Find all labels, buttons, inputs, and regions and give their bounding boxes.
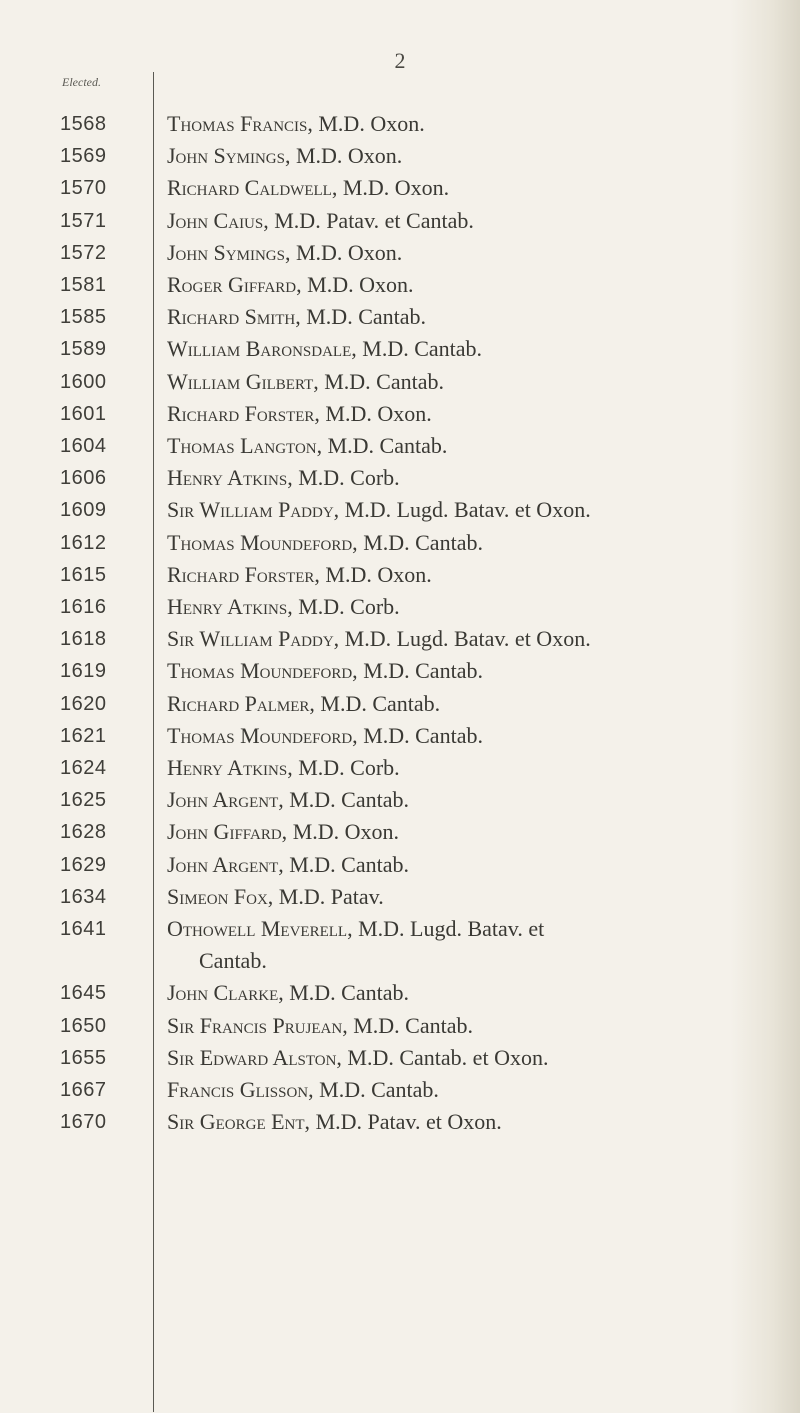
degree-text: M.D. Oxon.: [319, 400, 432, 426]
degree-text: M.D. Cantab.: [300, 304, 427, 330]
president-entry: [167, 1010, 782, 1042]
degree-text: M.D. Oxon.: [301, 272, 414, 298]
list-item: [0, 1042, 800, 1074]
degree-text: M.D. Oxon.: [290, 239, 403, 265]
list-item: [0, 430, 800, 462]
year-elected: 1601: [60, 402, 107, 425]
president-name: Sir Francis Prujean,: [167, 1012, 348, 1038]
column-header-elected: Elected.: [62, 75, 101, 89]
year-elected: 1604: [60, 435, 107, 458]
degree-text: M.D. Oxon.: [287, 819, 400, 845]
president-name: Thomas Moundeford,: [167, 658, 358, 684]
list-item: [0, 1010, 800, 1042]
president-name: John Symings,: [167, 239, 291, 265]
president-entry: [167, 559, 782, 591]
year-elected: 1625: [60, 789, 107, 812]
president-entry: [167, 172, 782, 204]
president-name: Thomas Moundeford,: [167, 529, 358, 555]
list-item: [0, 559, 800, 591]
year-elected: 1618: [60, 628, 107, 651]
degree-text: M.D. Cantab.: [283, 787, 409, 813]
degree-text: M.D. Patav. et Cantab.: [268, 207, 474, 233]
president-entry: [167, 205, 782, 237]
list-item: [0, 172, 800, 204]
list-item: [0, 140, 800, 172]
list-item: [0, 655, 800, 687]
year-elected: 1570: [60, 177, 107, 200]
list-item: [0, 301, 800, 333]
list-item: [0, 977, 800, 1009]
degree-text: M.D. Oxon.: [319, 561, 432, 587]
degree-continuation: Cantab.: [199, 948, 267, 974]
year-elected: 1620: [60, 692, 107, 715]
year-elected: 1615: [60, 563, 107, 586]
president-name: Richard Caldwell,: [167, 175, 338, 201]
year-elected: 1641: [60, 918, 107, 941]
list-item: [0, 494, 800, 526]
year-elected: 1568: [60, 113, 107, 135]
president-name: John Argent,: [167, 787, 284, 813]
degree-text: M.D. Corb.: [292, 755, 400, 781]
president-entry: [167, 237, 782, 269]
president-entry: [167, 430, 782, 462]
list-item: [0, 269, 800, 301]
president-entry: [167, 1042, 782, 1074]
president-name: William Baronsdale,: [167, 336, 357, 362]
president-name: Sir William Paddy,: [167, 626, 340, 652]
president-name: John Argent,: [167, 851, 284, 877]
degree-text: M.D. Cantab.: [356, 336, 483, 362]
list-item: [0, 462, 800, 494]
degree-text: M.D. Cantab.: [318, 368, 444, 394]
list-item: [0, 237, 800, 269]
president-entry: [167, 752, 782, 784]
year-elected: 1571: [60, 209, 107, 232]
president-entry: [167, 816, 782, 848]
president-entry: [167, 1106, 782, 1138]
president-name: John Clarke,: [167, 980, 284, 1006]
president-entry: [167, 108, 782, 140]
list-item: [0, 398, 800, 430]
degree-text: M.D. Cantab.: [347, 1012, 473, 1038]
list-item: [0, 623, 800, 655]
degree-text: M.D. Cantab.: [357, 658, 483, 684]
president-entry: [167, 140, 782, 172]
page-number: 2: [394, 48, 406, 73]
president-name: Richard Palmer,: [167, 690, 315, 716]
degree-text: M.D. Cantab.: [357, 722, 483, 748]
president-name: Sir Edward Alston,: [167, 1044, 342, 1070]
president-name: Sir William Paddy,: [167, 497, 340, 523]
year-elected: 1624: [60, 757, 107, 780]
list-item: [0, 1106, 800, 1138]
president-entry: [167, 398, 782, 430]
degree-text: M.D. Oxon.: [337, 175, 450, 201]
list-item: [0, 366, 800, 398]
list-item: [0, 881, 800, 913]
year-elected: 1612: [60, 531, 107, 554]
president-name: William Gilbert,: [167, 368, 319, 394]
president-entry: [167, 720, 782, 752]
degree-text: M.D. Cantab. et Oxon.: [341, 1044, 549, 1070]
degree-text: M.D. Cantab.: [357, 529, 483, 555]
degree-text: M.D. Cantab.: [313, 1077, 439, 1103]
president-name: Francis Glisson,: [167, 1077, 314, 1103]
year-elected: 1585: [60, 306, 107, 329]
president-entry: [167, 269, 782, 301]
president-name: John Caius,: [167, 207, 269, 233]
list-item: [0, 720, 800, 752]
year-elected: 1589: [60, 338, 107, 361]
degree-text: M.D. Oxon.: [290, 143, 403, 169]
list-item: [0, 1074, 800, 1106]
year-elected: 1645: [60, 982, 107, 1005]
president-entry: [167, 849, 782, 881]
year-elected: 1606: [60, 467, 107, 490]
president-name: Richard Forster,: [167, 400, 320, 426]
year-elected: 1569: [60, 145, 107, 168]
president-name: Thomas Francis,: [167, 111, 313, 136]
president-list: [0, 108, 800, 1139]
list-item: [0, 108, 800, 140]
president-name: John Giffard,: [167, 819, 288, 845]
president-name: John Symings,: [167, 143, 291, 169]
list-item: [0, 333, 800, 365]
president-entry: [167, 366, 782, 398]
year-elected: 1609: [60, 499, 107, 522]
president-entry: [167, 333, 782, 365]
president-entry: [167, 623, 782, 655]
year-elected: 1628: [60, 821, 107, 844]
degree-text: M.D. Lugd. Batav. et Oxon.: [339, 626, 591, 652]
year-elected: 1600: [60, 370, 107, 393]
president-name: Othowell Meverell,: [167, 916, 353, 942]
president-entry: [167, 591, 782, 623]
list-item: [0, 752, 800, 784]
president-name: Henry Atkins,: [167, 465, 293, 491]
president-name: Henry Atkins,: [167, 594, 293, 620]
year-elected: 1621: [60, 724, 107, 747]
degree-text: M.D. Lugd. Batav. et: [352, 916, 545, 942]
year-elected: 1616: [60, 596, 107, 619]
year-elected: 1655: [60, 1046, 107, 1069]
president-entry: [167, 1074, 782, 1106]
degree-text: M.D. Cantab.: [283, 851, 409, 877]
degree-text: M.D. Cantab.: [314, 690, 441, 716]
president-name: Henry Atkins,: [167, 755, 293, 781]
president-name: Richard Smith,: [167, 304, 301, 330]
year-elected: 1629: [60, 853, 107, 876]
year-elected: 1634: [60, 885, 107, 908]
degree-text: M.D. Cantab.: [283, 980, 409, 1006]
president-entry: [167, 494, 782, 526]
list-item: [0, 591, 800, 623]
president-entry: [167, 462, 782, 494]
degree-text: M.D. Patav.: [273, 883, 384, 909]
list-item: [0, 913, 800, 977]
president-entry: [167, 688, 782, 720]
president-entry: [167, 913, 782, 977]
list-item: [0, 816, 800, 848]
president-name: Thomas Langton,: [167, 433, 323, 459]
president-entry: [167, 881, 782, 913]
year-elected: 1650: [60, 1014, 107, 1037]
president-entry: [167, 527, 782, 559]
president-name: Simeon Fox,: [167, 883, 274, 909]
year-elected: 1581: [60, 274, 107, 297]
list-item: [0, 849, 800, 881]
year-elected: 1619: [60, 660, 107, 683]
president-name: Sir George Ent,: [167, 1109, 311, 1135]
president-name: Roger Giffard,: [167, 272, 302, 298]
president-entry: [167, 301, 782, 333]
list-item: [0, 784, 800, 816]
degree-text: M.D. Patav. et Oxon.: [310, 1109, 502, 1135]
president-entry: [167, 655, 782, 687]
president-name: Thomas Moundeford,: [167, 722, 358, 748]
degree-text: M.D. Oxon.: [312, 111, 425, 136]
list-item: [0, 688, 800, 720]
year-elected: 1572: [60, 241, 107, 264]
year-elected: 1670: [60, 1111, 107, 1134]
list-item: [0, 527, 800, 559]
president-entry: [167, 784, 782, 816]
list-item: [0, 205, 800, 237]
year-elected: 1667: [60, 1079, 107, 1102]
president-name: Richard Forster,: [167, 561, 320, 587]
degree-text: M.D. Lugd. Batav. et Oxon.: [339, 497, 591, 523]
degree-text: M.D. Corb.: [292, 465, 400, 491]
president-entry: [167, 977, 782, 1009]
degree-text: M.D. Corb.: [292, 594, 400, 620]
degree-text: M.D. Cantab.: [322, 433, 448, 459]
